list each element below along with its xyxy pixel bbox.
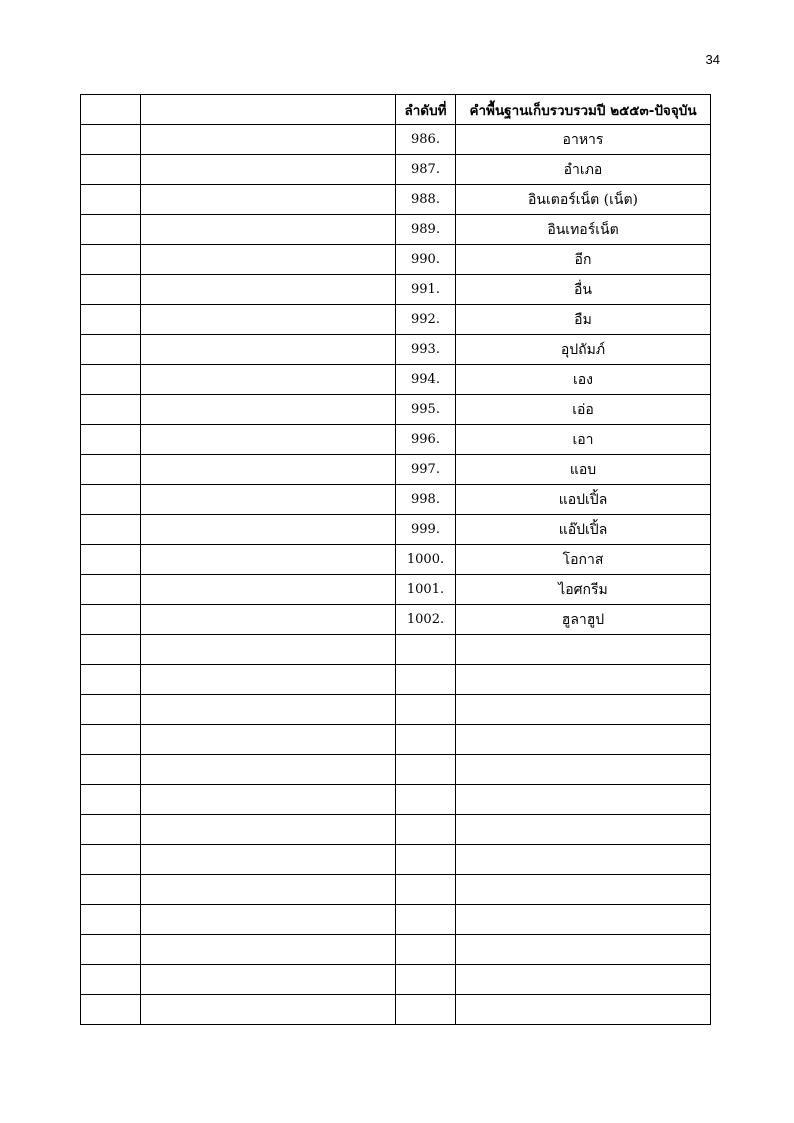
empty-cell [141,845,396,875]
cell-empty-1 [81,125,141,155]
empty-cell [141,785,396,815]
word-cell: อีก [456,245,711,275]
order-number-cell: 999. [396,515,456,545]
word-cell: อาหาร [456,125,711,155]
empty-cell [141,905,396,935]
empty-cell [81,725,141,755]
table-row [81,125,711,155]
empty-cell [396,905,456,935]
empty-table-row [81,665,711,695]
table-row [81,155,711,185]
order-number-cell: 993. [396,335,456,365]
cell-empty-1 [81,605,141,635]
empty-cell [396,695,456,725]
cell-empty-2 [141,575,396,605]
word-cell: อื่น [456,275,711,305]
cell-empty-1 [81,245,141,275]
empty-cell [396,725,456,755]
empty-cell [141,635,396,665]
empty-cell [141,935,396,965]
empty-cell [141,695,396,725]
table-row [81,335,711,365]
empty-cell [456,845,711,875]
header-cell-1 [81,95,141,125]
cell-empty-1 [81,365,141,395]
cell-empty-2 [141,155,396,185]
empty-table-row [81,995,711,1025]
empty-table-row [81,785,711,815]
empty-table-row [81,815,711,845]
cell-empty-1 [81,215,141,245]
order-number-cell: 992. [396,305,456,335]
empty-cell [396,965,456,995]
empty-cell [456,635,711,665]
order-number-cell: 986. [396,125,456,155]
table-row [81,185,711,215]
cell-empty-1 [81,515,141,545]
empty-cell [456,755,711,785]
header-order-number: ลำดับที่ [396,95,456,125]
empty-cell [81,905,141,935]
cell-empty-1 [81,155,141,185]
cell-empty-2 [141,305,396,335]
word-cell: ฮูลาฮูป [456,605,711,635]
word-table [80,94,711,1025]
empty-table-row [81,965,711,995]
empty-cell [141,755,396,785]
cell-empty-1 [81,335,141,365]
empty-cell [81,845,141,875]
empty-cell [81,995,141,1025]
order-number-cell: 1002. [396,605,456,635]
empty-cell [456,725,711,755]
cell-empty-2 [141,365,396,395]
order-number-cell: 1000. [396,545,456,575]
table-row [81,515,711,545]
cell-empty-2 [141,275,396,305]
word-cell: ไอศกรีม [456,575,711,605]
empty-cell [456,665,711,695]
header-cell-2 [141,95,396,125]
page-number: 34 [705,52,720,67]
table-row [81,455,711,485]
empty-table-row [81,635,711,665]
cell-empty-2 [141,395,396,425]
cell-empty-2 [141,215,396,245]
order-number-cell: 991. [396,275,456,305]
empty-cell [456,995,711,1025]
table-row [81,365,711,395]
table-row [81,215,711,245]
word-cell: แอปเปิ้ล [456,485,711,515]
word-cell: อินเตอร์เน็ต (เน็ต) [456,185,711,215]
empty-cell [456,965,711,995]
word-cell: เอง [456,365,711,395]
header-basic-words: คำพื้นฐานเก็บรวบรวมปี ๒๕๕๓-ปัจจุบัน [456,95,711,125]
empty-cell [141,665,396,695]
empty-table-row [81,725,711,755]
empty-cell [396,875,456,905]
table-row [81,485,711,515]
empty-cell [396,815,456,845]
cell-empty-2 [141,245,396,275]
order-number-cell: 989. [396,215,456,245]
word-cell: โอกาส [456,545,711,575]
table-row [81,425,711,455]
table-row [81,305,711,335]
empty-cell [456,875,711,905]
order-number-cell: 1001. [396,575,456,605]
order-number-cell: 995. [396,395,456,425]
empty-cell [81,755,141,785]
empty-cell [81,935,141,965]
empty-cell [81,785,141,815]
cell-empty-2 [141,545,396,575]
order-number-cell: 990. [396,245,456,275]
word-cell: เอ่อ [456,395,711,425]
table-row [81,605,711,635]
empty-cell [81,815,141,845]
cell-empty-2 [141,425,396,455]
cell-empty-1 [81,575,141,605]
empty-cell [396,845,456,875]
order-number-cell: 997. [396,455,456,485]
empty-cell [141,965,396,995]
empty-cell [396,755,456,785]
cell-empty-1 [81,545,141,575]
cell-empty-1 [81,275,141,305]
cell-empty-2 [141,335,396,365]
empty-cell [141,875,396,905]
empty-cell [141,815,396,845]
empty-cell [396,665,456,695]
empty-cell [81,875,141,905]
order-number-cell: 998. [396,485,456,515]
empty-table-row [81,695,711,725]
cell-empty-2 [141,485,396,515]
empty-cell [81,665,141,695]
empty-cell [456,935,711,965]
cell-empty-1 [81,485,141,515]
empty-table-row [81,875,711,905]
cell-empty-2 [141,125,396,155]
empty-cell [81,635,141,665]
table-row [81,545,711,575]
word-cell: อำเภอ [456,155,711,185]
empty-cell [141,995,396,1025]
cell-empty-2 [141,605,396,635]
word-cell: อินเทอร์เน็ต [456,215,711,245]
empty-cell [456,815,711,845]
table-row [81,245,711,275]
order-number-cell: 988. [396,185,456,215]
empty-cell [396,935,456,965]
empty-cell [456,785,711,815]
empty-table-row [81,755,711,785]
cell-empty-2 [141,185,396,215]
empty-table-row [81,845,711,875]
order-number-cell: 996. [396,425,456,455]
word-cell: เอา [456,425,711,455]
word-cell: แอ๊ปเปิ้ล [456,515,711,545]
empty-cell [396,995,456,1025]
empty-cell [396,635,456,665]
table-row [81,395,711,425]
cell-empty-2 [141,515,396,545]
empty-cell [141,725,396,755]
cell-empty-1 [81,305,141,335]
empty-table-row [81,935,711,965]
word-cell: แอบ [456,455,711,485]
empty-cell [456,695,711,725]
order-number-cell: 994. [396,365,456,395]
empty-cell [456,905,711,935]
cell-empty-1 [81,185,141,215]
cell-empty-2 [141,455,396,485]
empty-cell [396,785,456,815]
table-header-row [81,95,711,125]
empty-table-row [81,905,711,935]
table-row [81,275,711,305]
order-number-cell: 987. [396,155,456,185]
cell-empty-1 [81,455,141,485]
cell-empty-1 [81,425,141,455]
table-row [81,575,711,605]
word-cell: อืม [456,305,711,335]
empty-cell [81,965,141,995]
cell-empty-1 [81,395,141,425]
word-cell: อุปถัมภ์ [456,335,711,365]
empty-cell [81,695,141,725]
